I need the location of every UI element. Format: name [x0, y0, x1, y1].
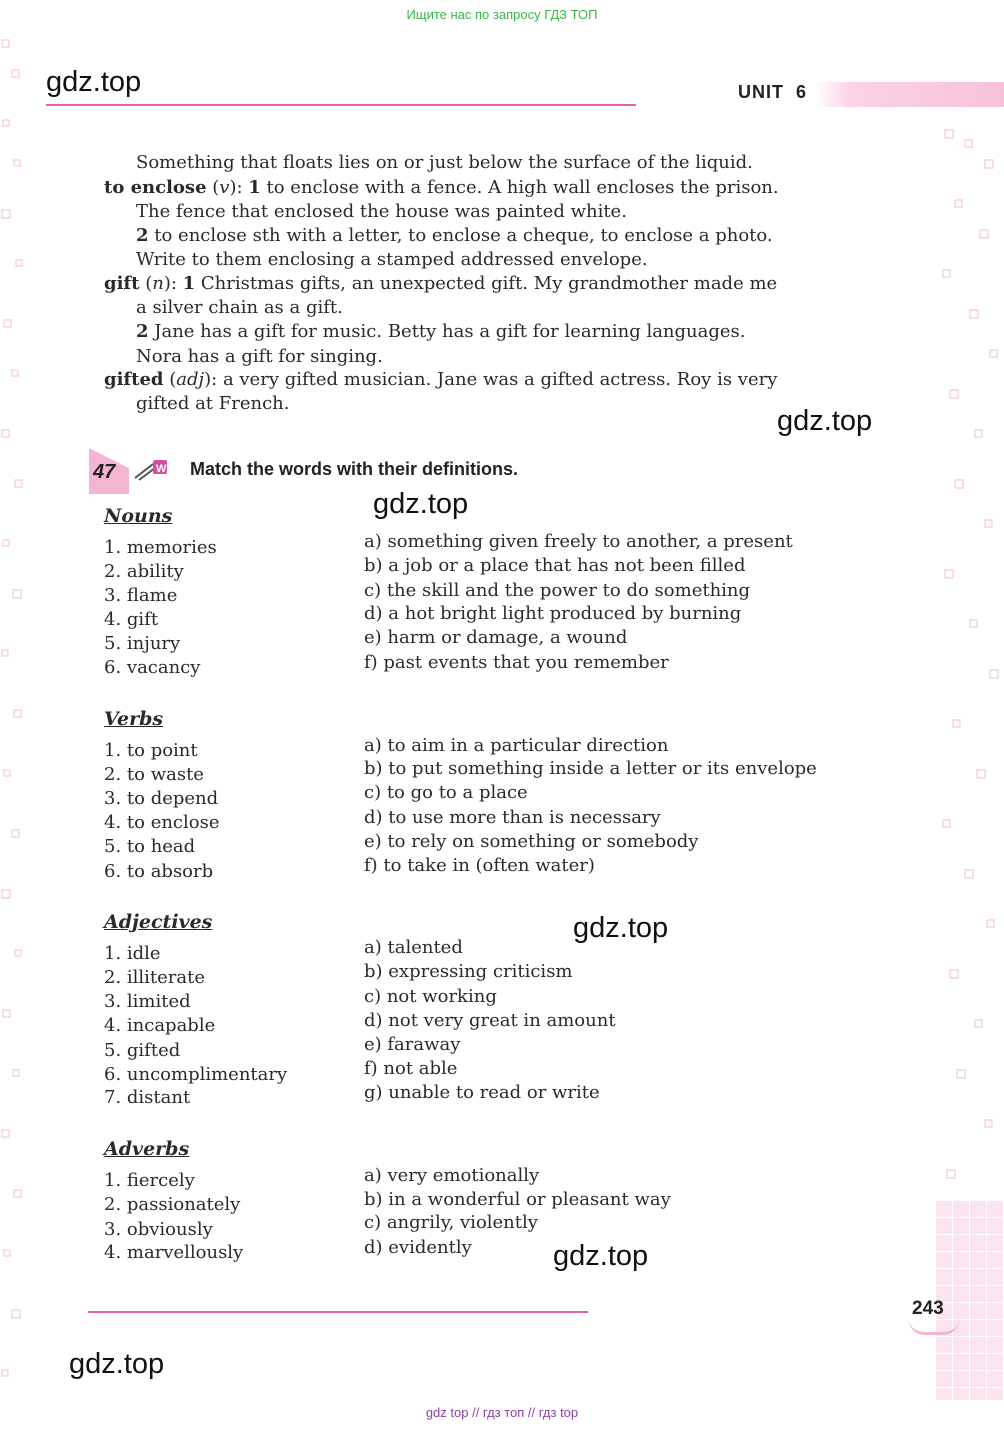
word-item: 4. incapable [104, 1015, 216, 1036]
word-item: 2. passionately [104, 1194, 241, 1215]
definition-item: b) expressing criticism [364, 961, 573, 982]
right-decoration [935, 120, 1004, 1200]
word-item: 3. flame [104, 585, 178, 606]
word-item: 4. gift [104, 609, 159, 630]
definition-item: c) not working [364, 986, 497, 1007]
unit-label: UNIT [738, 82, 784, 102]
vocab-entry-enclose: to enclose (v): 1 to enclose with a fence. A high wall encloses the prison. [104, 177, 779, 198]
exercise-number: 47 [93, 461, 116, 483]
entry-text: Jane has a gift for music. Betty has a gift for learning languages. [154, 321, 746, 342]
definition-item: e) faraway [364, 1034, 461, 1055]
word-item: 7. distant [104, 1087, 191, 1108]
entry-text: a very gifted musician. Jane was a gifted actress. Roy is very [222, 369, 778, 390]
vocab-entry-gift: gift (n): 1 Christmas gifts, an unexpected gift. My grandmother made me [104, 273, 778, 294]
section-title-adverbs: Adverbs [104, 1138, 190, 1160]
watermark: gdz.top [553, 1240, 649, 1272]
definition-item: b) to put something inside a letter or its envelope [364, 758, 817, 779]
bottom-banner: gdz top // гдз топ // гдз top [425, 1405, 579, 1420]
vocab-line: The fence that enclosed the house was painted white. [136, 201, 627, 222]
word-item: 1. memories [104, 537, 217, 558]
unit-number: 6 [796, 82, 808, 102]
footer-rule [88, 1311, 588, 1313]
exercise-instruction: Match the words with their definitions. [190, 459, 519, 479]
definition-item: c) angrily, violently [364, 1212, 538, 1233]
definition-item: d) not very great in amount [364, 1010, 616, 1031]
entry-text: to enclose sth with a letter, to enclose a cheque, to enclose a photo. [154, 225, 773, 246]
entry-pos: adj [176, 369, 205, 390]
definition-item: a) something given freely to another, a present [364, 531, 793, 552]
word-item: 5. injury [104, 633, 181, 654]
definition-item: b) in a wonderful or pleasant way [364, 1189, 671, 1210]
left-decoration [0, 30, 30, 1400]
vocab-line [136, 225, 773, 246]
entry-text: to enclose with a fence. A high wall encloses the prison. [266, 177, 779, 198]
definition-item: e) harm or damage, a wound [364, 627, 628, 648]
unit-heading [738, 82, 807, 103]
definition-item: a) talented [364, 937, 463, 958]
sense-number: 2 [136, 321, 149, 342]
watermark-footer: gdz.top [69, 1348, 165, 1380]
page-number: 243 [912, 1298, 944, 1319]
definition-item: f) past events that you remember [364, 652, 669, 673]
vocab-line: Write to them enclosing a stamped addressed envelope. [136, 249, 648, 270]
sense-number: 1 [248, 177, 261, 198]
sense-number: 2 [136, 225, 149, 246]
word-item: 2. to waste [104, 764, 204, 785]
definition-item: c) the skill and the power to do something [364, 580, 751, 601]
vocab-line: Something that floats lies on or just below the surface of the liquid. [136, 152, 753, 173]
word-item: 4. to enclose [104, 812, 220, 833]
vocab-line [136, 321, 746, 342]
word-item: 4. marvellously [104, 1242, 244, 1263]
word-item: 6. to absorb [104, 861, 214, 882]
definition-item: d) evidently [364, 1237, 472, 1258]
definition-item: e) to rely on something or somebody [364, 831, 699, 852]
definition-item: a) to aim in a particular direction [364, 735, 669, 756]
vocab-entry-gifted: gifted (adj): a very gifted musician. Jane was a gifted actress. Roy is very [104, 369, 778, 390]
section-title-verbs: Verbs [104, 708, 164, 730]
watermark-header: gdz.top [46, 66, 142, 98]
word-item: 3. limited [104, 991, 191, 1012]
top-banner: Ищите нас по запросу ГДЗ ТОП [406, 7, 598, 22]
watermark: gdz.top [373, 488, 469, 520]
workbook-pencil-icon [133, 458, 169, 482]
definition-item: f) not able [364, 1058, 458, 1079]
definition-item: d) a hot bright light produced by burning [364, 603, 742, 624]
word-item: 1. idle [104, 943, 161, 964]
definition-item: a) very emotionally [364, 1165, 540, 1186]
watermark: gdz.top [573, 912, 669, 944]
word-item: 2. illiterate [104, 967, 206, 988]
entry-headword: to enclose [104, 177, 207, 198]
vocab-line: gifted at French. [136, 393, 290, 414]
sense-number: 1 [182, 273, 196, 294]
word-item: 5. to head [104, 836, 196, 857]
vocab-line: Nora has a gift for singing. [136, 346, 383, 367]
word-item: 5. gifted [104, 1040, 181, 1061]
word-item: 6. uncomplimentary [104, 1064, 288, 1085]
word-item: 6. vacancy [104, 657, 201, 678]
entry-pos: v [219, 177, 230, 198]
watermark: gdz.top [777, 405, 873, 437]
section-title-nouns: Nouns [104, 505, 173, 527]
svg-text:W: W [156, 463, 167, 475]
word-item: 1. fiercely [104, 1170, 195, 1191]
entry-headword: gift [104, 273, 140, 294]
word-item: 3. to depend [104, 788, 219, 809]
header-rule [46, 104, 636, 106]
entry-pos: n [152, 273, 164, 294]
vocab-line: a silver chain as a gift. [136, 297, 343, 318]
definition-item: d) to use more than is necessary [364, 807, 661, 828]
word-item: 1. to point [104, 740, 198, 761]
entry-headword: gifted [104, 369, 164, 390]
entry-text: Christmas gifts, an unexpected gift. My grandmother made me [200, 273, 778, 294]
word-item: 3. obviously [104, 1219, 213, 1240]
definition-item: f) to take in (often water) [364, 855, 595, 876]
word-item: 2. ability [104, 561, 184, 582]
section-title-adjectives: Adjectives [104, 911, 213, 933]
corner-grid-decoration [935, 1200, 1004, 1400]
definition-item: b) a job or a place that has not been filled [364, 555, 746, 576]
definition-item: g) unable to read or write [364, 1082, 600, 1103]
unit-bar [815, 82, 1004, 107]
definition-item: c) to go to a place [364, 782, 528, 803]
